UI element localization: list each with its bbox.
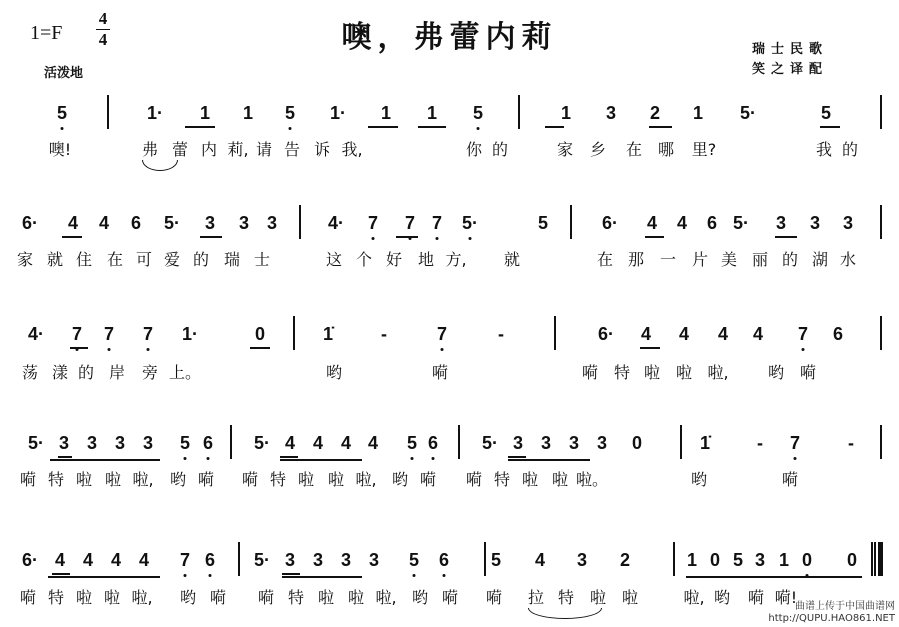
note: 3 (238, 213, 250, 233)
lyric-syllable: 在 (106, 250, 124, 269)
lyric-syllable: 拉 (527, 588, 545, 607)
octave-dot (411, 457, 414, 460)
note: 1 (692, 103, 704, 123)
note: 5 (490, 550, 502, 570)
lyric-syllable: 的 (491, 140, 509, 159)
note: - (757, 433, 763, 453)
lyric-syllable: 就 (46, 250, 64, 269)
lyric-syllable: 嗬 (485, 588, 503, 607)
note: 4· (27, 324, 45, 344)
lyric-syllable: 嗬 (431, 363, 449, 382)
octave-dot (469, 237, 472, 240)
note: 2 (619, 550, 631, 570)
watermark-line1: 曲谱上传于中国曲谱网 (795, 601, 895, 612)
lyric-syllable: 嗬 (747, 588, 765, 607)
barline (874, 542, 876, 576)
note: 3 (809, 213, 821, 233)
lyric-syllable: 嗬! (774, 588, 798, 607)
note: 6 (438, 550, 450, 570)
lyric-syllable: 啦 (521, 470, 539, 489)
lyric-syllable: 可 (135, 250, 153, 269)
note-underline (58, 456, 72, 458)
barline (570, 205, 572, 239)
octave-dot (209, 574, 212, 577)
note-underline (508, 456, 526, 458)
note: 5· (461, 213, 479, 233)
note: 1̇ (699, 433, 711, 453)
note: 5 (820, 103, 832, 123)
lyric-syllable: 这 (325, 250, 343, 269)
lyric-syllable: 啦 (104, 470, 122, 489)
lyric-syllable: 啦 (347, 588, 365, 607)
lyric-syllable: 里? (691, 140, 717, 159)
note: 0 (631, 433, 643, 453)
barline (293, 316, 295, 350)
octave-dot (413, 574, 416, 577)
note: 5 (56, 103, 68, 123)
lyric-syllable: 嗬 (209, 588, 227, 607)
note: 4 (138, 550, 150, 570)
note: 0 (846, 550, 858, 570)
lyric-syllable: 特 (47, 588, 65, 607)
note: 3 (568, 433, 580, 453)
lyric-syllable: 啦, (707, 363, 729, 382)
note: 0 (254, 324, 266, 344)
note: 4 (717, 324, 729, 344)
note: 4 (284, 433, 296, 453)
note: 4 (67, 213, 79, 233)
note: 1· (146, 103, 164, 123)
lyric-syllable: 那 (627, 250, 645, 269)
note: 7 (103, 324, 115, 344)
lyric-syllable: 莉, (227, 140, 249, 159)
time-signature-bottom: 4 (98, 30, 108, 49)
note: 7 (789, 433, 801, 453)
note: 6· (21, 550, 39, 570)
note-underline (282, 573, 300, 575)
lyric-syllable: 特 (287, 588, 305, 607)
lyric-syllable: 水 (839, 250, 857, 269)
lyric-syllable: 啦 (643, 363, 661, 382)
lyric-syllable: 片 (691, 250, 709, 269)
lyric-syllable: 特 (557, 588, 575, 607)
tempo-marking: 活泼地 (44, 66, 84, 81)
note: 3 (775, 213, 787, 233)
barline (680, 425, 682, 459)
note: 5 (179, 433, 191, 453)
note: 1 (426, 103, 438, 123)
lyric-syllable: 哟 (325, 363, 343, 382)
note: 3 (754, 550, 766, 570)
note: 3 (142, 433, 154, 453)
octave-dot (76, 348, 79, 351)
note: 3 (576, 550, 588, 570)
lyric-syllable: 啦 (75, 588, 93, 607)
note: 5 (732, 550, 744, 570)
lyric-syllable: 我, (341, 140, 363, 159)
note: 4 (534, 550, 546, 570)
octave-dot (441, 348, 444, 351)
watermark-line2: http://QUPU.HAO861.NET (768, 613, 895, 624)
note: 4 (640, 324, 652, 344)
lyric-syllable: 个 (355, 250, 373, 269)
lyric-syllable: 哟 (713, 588, 731, 607)
note: 5· (163, 213, 181, 233)
note: 4 (54, 550, 66, 570)
watermark (768, 601, 895, 625)
note: 1 (242, 103, 254, 123)
lyric-syllable: 嗬 (19, 470, 37, 489)
note-underline (50, 459, 160, 461)
lyric-syllable: 家 (556, 140, 574, 159)
barline (880, 425, 882, 459)
lyric-syllable: 住 (75, 250, 93, 269)
lyric-syllable: 请 (255, 140, 273, 159)
lyric-syllable: 啦, (375, 588, 397, 607)
note: 4 (312, 433, 324, 453)
note: - (498, 324, 504, 344)
lyric-syllable: 啦 (675, 363, 693, 382)
octave-dot (443, 574, 446, 577)
lyric-syllable: 啦 (589, 588, 607, 607)
note: 6 (706, 213, 718, 233)
note: 5· (481, 433, 499, 453)
lyric-syllable: 爱 (163, 250, 181, 269)
barline (880, 205, 882, 239)
lyric-syllable: 丽 (751, 250, 769, 269)
lyric-syllable: 特 (47, 470, 65, 489)
note: 3 (340, 550, 352, 570)
note: 4 (82, 550, 94, 570)
note: 5· (732, 213, 750, 233)
barline (230, 425, 232, 459)
note-underline (200, 236, 222, 238)
lyric-syllable: 漾 (51, 363, 69, 382)
octave-dot (436, 237, 439, 240)
octave-dot (802, 348, 805, 351)
note: 5 (284, 103, 296, 123)
note: 2 (649, 103, 661, 123)
lyric-syllable: 啦 (327, 470, 345, 489)
note-underline (52, 573, 70, 575)
lyric-syllable: 荡 (21, 363, 39, 382)
lyric-syllable: 你 (465, 140, 483, 159)
note: 1 (778, 550, 790, 570)
note: 7 (436, 324, 448, 344)
lyric-syllable: 蕾 (171, 140, 189, 159)
credit-origin: 瑞士民歌 (752, 42, 829, 57)
lyric-syllable: 岸 (108, 363, 126, 382)
lyric-syllable: 啦, (355, 470, 377, 489)
lyric-syllable: 哟 (179, 588, 197, 607)
octave-dot (477, 127, 480, 130)
note: 3 (86, 433, 98, 453)
note: 3 (842, 213, 854, 233)
note: - (848, 433, 854, 453)
lyric-syllable: 啦, (132, 470, 154, 489)
lyric-syllable: 嗬 (799, 363, 817, 382)
note: 1̇ (322, 324, 334, 344)
note: 7 (367, 213, 379, 233)
note: 4 (340, 433, 352, 453)
note: 1 (199, 103, 211, 123)
note-underline (280, 459, 362, 461)
note: 4 (110, 550, 122, 570)
note: 7 (179, 550, 191, 570)
barline (107, 95, 109, 129)
lyric-syllable: 哪 (657, 140, 675, 159)
barline (880, 95, 882, 129)
lyric-syllable: 啦, (683, 588, 705, 607)
lyric-syllable: 啦 (621, 588, 639, 607)
song-title: 噢，弗蕾内莉 (341, 20, 558, 55)
lyric-syllable: 噢! (48, 140, 72, 159)
note: 4 (98, 213, 110, 233)
note-underline (280, 456, 298, 458)
lyric-syllable: 一 (659, 250, 677, 269)
lyric-syllable: 就 (503, 250, 521, 269)
lyric-syllable: 的 (192, 250, 210, 269)
note: 1· (181, 324, 199, 344)
note: 5· (27, 433, 45, 453)
barline (554, 316, 556, 350)
note: 6 (427, 433, 439, 453)
octave-dot (432, 457, 435, 460)
note-underline (649, 126, 672, 128)
note: 5· (253, 433, 271, 453)
note: 6· (597, 324, 615, 344)
note: 7 (431, 213, 443, 233)
note: 3 (284, 550, 296, 570)
octave-dot (372, 237, 375, 240)
lyric-syllable: 啦 (551, 470, 569, 489)
lyric-syllable: 我 (815, 140, 833, 159)
note: 4 (678, 324, 690, 344)
barline (484, 542, 486, 576)
lyric-syllable: 啦。 (575, 470, 609, 489)
note: 3 (605, 103, 617, 123)
note: 3 (540, 433, 552, 453)
lyric-syllable: 在 (625, 140, 643, 159)
note-underline (70, 347, 88, 349)
slur (528, 608, 602, 619)
note-underline (48, 576, 160, 578)
note-underline (185, 126, 215, 128)
note: 5· (253, 550, 271, 570)
slur (142, 160, 178, 171)
octave-dot (147, 348, 150, 351)
barline (299, 205, 301, 239)
note: 5· (739, 103, 757, 123)
note-underline (775, 236, 797, 238)
credit-translator: 笑之译配 (752, 62, 829, 77)
note: 7 (71, 324, 83, 344)
note: 5 (408, 550, 420, 570)
lyric-syllable: 弗 (141, 140, 159, 159)
note-underline (640, 347, 660, 349)
note: 0 (801, 550, 813, 570)
octave-dot (289, 127, 292, 130)
lyric-syllable: 嗬 (19, 588, 37, 607)
note: 4 (367, 433, 379, 453)
note-underline (368, 126, 398, 128)
lyric-syllable: 士 (253, 250, 271, 269)
note: 0 (709, 550, 721, 570)
lyric-syllable: 哟 (391, 470, 409, 489)
lyric-syllable: 旁 (141, 363, 159, 382)
lyric-syllable: 诉 (313, 140, 331, 159)
octave-dot (794, 457, 797, 460)
note-underline (820, 126, 840, 128)
note: 4 (646, 213, 658, 233)
lyric-syllable: 湖 (811, 250, 829, 269)
note: 5 (472, 103, 484, 123)
lyric-syllable: 的 (841, 140, 859, 159)
lyric-syllable: 嗬 (581, 363, 599, 382)
note-underline (645, 236, 664, 238)
time-signature-top: 4 (98, 9, 108, 28)
note-underline (686, 576, 862, 578)
lyric-syllable: 的 (781, 250, 799, 269)
lyric-syllable: 地 (417, 250, 435, 269)
lyric-syllable: 啦 (103, 588, 121, 607)
lyric-syllable: 特 (613, 363, 631, 382)
lyric-syllable: 嗬 (241, 470, 259, 489)
octave-dot (61, 127, 64, 130)
lyric-syllable: 哟 (690, 470, 708, 489)
note: 7 (142, 324, 154, 344)
lyric-syllable: 乡 (589, 140, 607, 159)
lyric-syllable: 瑞 (223, 250, 241, 269)
lyric-syllable: 啦 (317, 588, 335, 607)
lyric-syllable: 嗬 (257, 588, 275, 607)
note-underline (282, 576, 362, 578)
lyric-syllable: 方, (445, 250, 467, 269)
lyric-syllable: 啦 (297, 470, 315, 489)
lyric-syllable: 告 (283, 140, 301, 159)
barline (673, 542, 675, 576)
note: 6· (601, 213, 619, 233)
lyric-syllable: 嗬 (465, 470, 483, 489)
lyric-syllable: 内 (200, 140, 218, 159)
lyric-syllable: 嗬 (781, 470, 799, 489)
note: 3 (312, 550, 324, 570)
octave-dot (108, 348, 111, 351)
note: 6· (21, 213, 39, 233)
lyric-syllable: 美 (720, 250, 738, 269)
octave-dot (409, 237, 412, 240)
note: 1 (686, 550, 698, 570)
note-underline (418, 126, 446, 128)
note: 4· (327, 213, 345, 233)
note-underline (545, 126, 564, 128)
lyric-syllable: 的 (77, 363, 95, 382)
lyric-syllable: 啦 (75, 470, 93, 489)
octave-dot (184, 574, 187, 577)
lyric-syllable: 上。 (168, 363, 202, 382)
key-signature: 1=F (30, 22, 63, 44)
lyric-syllable: 特 (269, 470, 287, 489)
note-underline (250, 347, 270, 349)
barline (518, 95, 520, 129)
octave-dot (207, 457, 210, 460)
note: 4 (752, 324, 764, 344)
note: 1· (329, 103, 347, 123)
lyric-syllable: 哟 (411, 588, 429, 607)
barline (458, 425, 460, 459)
note: 7 (797, 324, 809, 344)
note: 4 (676, 213, 688, 233)
note: 3 (596, 433, 608, 453)
note-underline (508, 459, 590, 461)
lyric-syllable: 好 (385, 250, 403, 269)
note: 1 (560, 103, 572, 123)
barline (880, 316, 882, 350)
note: 3 (512, 433, 524, 453)
lyric-syllable: 在 (596, 250, 614, 269)
note: 5 (406, 433, 418, 453)
lyric-syllable: 嗬 (419, 470, 437, 489)
final-barline (878, 542, 883, 576)
lyric-syllable: 家 (16, 250, 34, 269)
note: 1 (380, 103, 392, 123)
octave-dot (184, 457, 187, 460)
note: 6 (204, 550, 216, 570)
barline (238, 542, 240, 576)
octave-dot (806, 574, 809, 577)
lyric-syllable: 嗬 (441, 588, 459, 607)
note: 3 (266, 213, 278, 233)
note: 3 (368, 550, 380, 570)
note: 5 (537, 213, 549, 233)
note: - (381, 324, 387, 344)
note: 6 (130, 213, 142, 233)
note: 6 (832, 324, 844, 344)
lyric-syllable: 哟 (169, 470, 187, 489)
note: 7 (404, 213, 416, 233)
lyric-syllable: 哟 (767, 363, 785, 382)
note-underline (396, 236, 418, 238)
lyric-syllable: 嗬 (197, 470, 215, 489)
note: 3 (114, 433, 126, 453)
final-barline-thin (871, 542, 873, 576)
note: 3 (58, 433, 70, 453)
lyric-syllable: 啦, (131, 588, 153, 607)
lyric-syllable: 特 (493, 470, 511, 489)
note: 6 (202, 433, 214, 453)
note-underline (62, 236, 82, 238)
note: 3 (204, 213, 216, 233)
